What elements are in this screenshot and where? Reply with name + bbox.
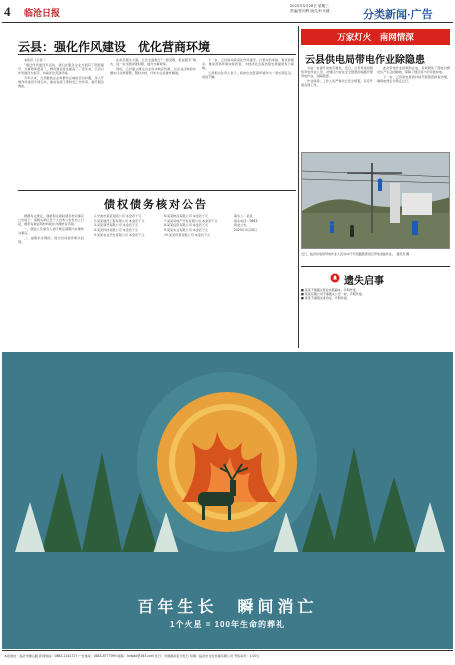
divider	[18, 190, 296, 191]
article1-column-2	[110, 58, 196, 188]
photo-illustration	[302, 153, 450, 249]
list-item: 1.宁波市某某有限公司 本金若干元	[94, 214, 142, 218]
list-item: 2.某某建设工程有限公司 本金若干元	[94, 218, 145, 223]
editor-line: 责编/张向辉 版式/叶永健	[290, 9, 330, 13]
paragraph: 在政务服务方面，云县全面推行“一窗受理、集成服务”模式，进一步压缩审批时限，提升办事效率。	[110, 58, 196, 67]
footer-rule	[2, 650, 453, 651]
paragraph: 根据有关规定，现就相关债权债务核对事宜公告如下：请相关单位及个人自本公告发布之日起，携带有效证明材料前往办理核对手续。	[18, 214, 84, 227]
article2-banner: 万家灯火 南网情深	[301, 29, 450, 45]
paragraph: 今年以来，云县聚焦企业和群众反映的突出问题，深入开展作风建设专项行动，推动各级干部转变工作作风，提升服务效能。	[18, 75, 104, 89]
article2-column-1	[301, 66, 373, 150]
list-item: 9.某某实业有限公司 本金若干元	[164, 228, 209, 233]
paragraph: 此次带电作业的顺利完成，有效避免了停电对群众生产生活的影响，保障了辖区用户的可靠供电。	[377, 66, 450, 75]
paragraph: 下一步，云县供电局将持续开展隐患排查治理，确保电网安全稳定运行。	[377, 74, 450, 84]
footer-info: 本报地址：临沧市旗山路 新闻热线：0883-2142727 广告热线：0883-8777099 邮箱：lcribao@163.com 发行：中国邮政报刊发行 印刷：临沧市文化传媒有限公司 零售每份：1.00元	[4, 654, 260, 658]
list-item: 5.某某农业开发有限公司 本金若干元	[94, 232, 145, 237]
list-item: 3.某某商贸有限公司 本金若干元	[94, 223, 139, 228]
lost-notice-title: 遗失启事	[344, 276, 384, 287]
fire-prevention-ad	[2, 352, 453, 649]
closing: 特此公告。	[234, 223, 250, 228]
list-item: 8.某某投资有限公司 本金若干元	[164, 223, 209, 228]
bell-icon	[330, 273, 340, 283]
article2-headline: 云县供电局带电作业除隐患	[305, 55, 425, 66]
page-number: 4	[4, 4, 11, 19]
paragraph: 为进一步提升供电可靠性，近日，云县供电局组织带电作业人员，对辖区内存在安全隐患的线路开展带电作业，消除隐患。	[301, 66, 373, 79]
paragraph: 云县相关负责人表示，将把优化营商环境作为一项长期任务，常抓不懈。	[202, 71, 294, 80]
issue-date	[290, 4, 350, 14]
list-item: ■ 某某不慎遗失营业执照副本，声明作废。	[301, 288, 359, 292]
article1-column-3	[202, 58, 294, 188]
byline: 本报讯（记者 ）	[24, 58, 47, 62]
paragraph: 作业现场，工作人员严格执行安全规程，有序开展各项工作。	[301, 79, 373, 88]
photo-caption: 近日，临沧供电局带电作业人员对10千伏线路隐患进行带电消缺作业。 通讯员 摄	[301, 252, 410, 256]
ad-headline: 百年生长 瞬间消亡	[137, 599, 318, 616]
list-item: ■ 某某不慎遗失身份证，声明作废。	[301, 296, 350, 301]
divider	[301, 266, 450, 267]
section-title: 分类新闻·广告	[363, 9, 433, 21]
paragraph: 同时，云县建立健全企业诉求响应机制，对企业反映的问题实行台账管理，限时办结，切实为企业排忧解难。	[110, 66, 196, 76]
column-divider	[298, 26, 299, 348]
article1-headline: 云县：强化作风建设 优化营商环境	[18, 40, 211, 54]
list-item: 6.某某物流有限公司 本金若干元	[164, 214, 209, 218]
contact: 联系人：某某	[234, 214, 253, 218]
ad-subtitle: 1个火星 = 100年生命的葬礼	[170, 620, 285, 629]
article2-column-2	[377, 66, 450, 150]
paragraph: 下一步，云县将持续深化作风建设，以更实的举措、更优的服务，推动营商环境持续改善，为经济社会高质量发展提供有力保障。	[202, 58, 294, 71]
divider	[18, 54, 296, 55]
article1-column-1	[18, 58, 104, 188]
contact-phone: 联系电话：0883-	[234, 218, 259, 223]
list-item: 4.某某科技有限公司 本金若干元	[94, 228, 139, 233]
paragraph: 一、债权人及债务人须于规定期限内办理核对事宜。	[18, 227, 84, 236]
notice-date: 2025年5月28日	[234, 228, 258, 233]
list-item: 10.某某贸易有限公司 本金若干元	[164, 232, 211, 237]
header-rule	[2, 22, 453, 23]
list-item: ■ 某某有限公司不慎遗失公章一枚，声明作废。	[301, 292, 365, 297]
lost-notice-list	[301, 288, 450, 346]
date-line: 2025年5月28日 星期三	[290, 4, 329, 8]
notice-column-4	[228, 214, 294, 344]
notice-title: 债权债务核对公告	[104, 199, 208, 211]
power-line-work-photo	[301, 152, 450, 249]
notice-column-3	[158, 214, 224, 344]
newspaper-brand: 临沧日报	[24, 8, 61, 18]
list-item: 7.某某房地产开发有限公司 本金若干元	[164, 218, 218, 223]
paragraph: “通过作风建设年活动，我们在服务企业方面有了明显提升，办事效率更高了，群众满意度也提高了。”近年来，云县以作风建设为抓手，持续优化营商环境。	[18, 62, 104, 76]
notice-column-1	[18, 214, 84, 344]
notice-column-2	[88, 214, 154, 344]
paragraph: 二、逾期未办理的，视为自动放弃相关权利。	[18, 236, 84, 245]
